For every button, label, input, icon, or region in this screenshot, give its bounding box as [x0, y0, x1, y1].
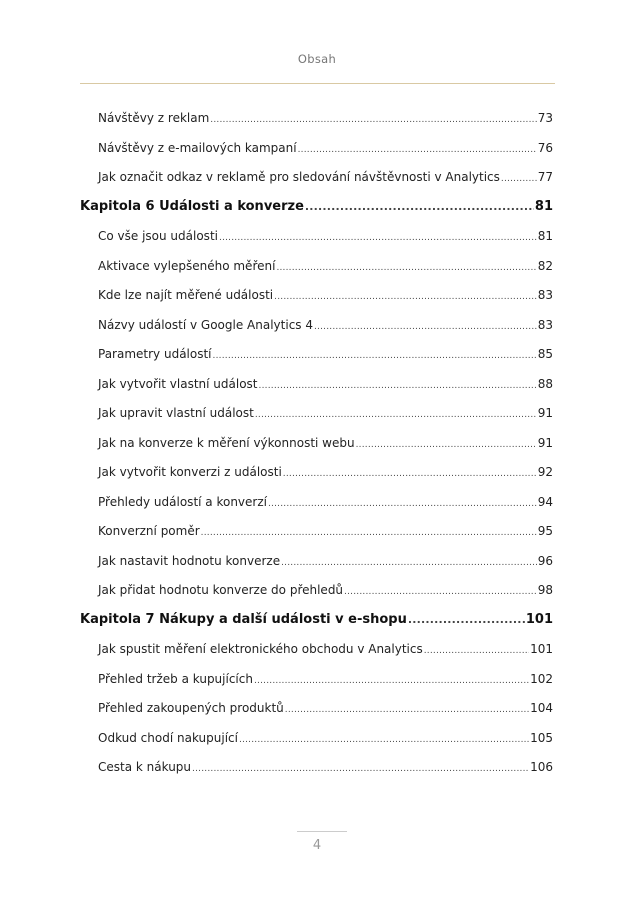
toc-entry-title: Aktivace vylepšeného měření [98, 259, 276, 273]
toc-entry-title: Odkud chodí nakupující [98, 731, 238, 745]
toc-dot-leader [298, 140, 537, 160]
toc-chapter-entry[interactable] [80, 197, 553, 217]
toc-entry[interactable] [98, 757, 553, 777]
toc-entry[interactable] [98, 285, 553, 305]
toc-entry-page: 91 [537, 436, 553, 450]
toc-entry[interactable] [98, 728, 553, 748]
toc-entry-page: 88 [537, 377, 553, 391]
toc-entry-title: Jak na konverze k měření výkonnosti webu [98, 436, 355, 450]
footer-divider [297, 831, 347, 832]
toc-entry[interactable] [98, 462, 553, 482]
toc-dot-leader [268, 494, 537, 514]
toc-dot-leader [314, 317, 537, 337]
toc-entry-title: Konverzní poměr [98, 524, 200, 538]
toc-dot-leader [239, 730, 529, 750]
toc-entry-title: Přehled zakoupených produktů [98, 701, 284, 715]
toc-entry[interactable] [98, 403, 553, 423]
toc-entry-page: 91 [537, 406, 553, 420]
toc-entry-title: Kapitola 6 Události a konverze [80, 199, 304, 214]
toc-entry[interactable] [98, 639, 553, 659]
toc-dot-leader [424, 641, 529, 661]
toc-entry-title: Názvy událostí v Google Analytics 4 [98, 318, 313, 332]
toc-dot-leader [255, 405, 537, 425]
toc-entry-title: Jak označit odkaz v reklamě pro sledování návštěvnosti v Analytics [98, 170, 500, 184]
toc-dot-leader [281, 553, 537, 573]
toc-entry[interactable] [98, 698, 553, 718]
toc-entry-title: Přehled tržeb a kupujících [98, 672, 253, 686]
header-divider [80, 83, 555, 84]
toc-entry-page: 83 [537, 318, 553, 332]
page-number: 4 [312, 838, 322, 853]
toc-entry-page: 98 [537, 583, 553, 597]
toc-entry-title: Kde lze najít měřené události [98, 288, 274, 302]
toc-dot-leader [285, 700, 529, 720]
toc-dot-leader [274, 287, 537, 307]
toc-entry[interactable] [98, 344, 553, 364]
toc-dot-leader [210, 110, 536, 130]
toc-entry-page: 96 [537, 554, 553, 568]
toc-entry-page: 73 [537, 111, 553, 125]
toc-entry-page: 76 [537, 141, 553, 155]
toc-dot-leader [276, 258, 536, 278]
toc-dot-leader [501, 169, 537, 189]
toc-entry[interactable] [98, 256, 553, 276]
toc-entry-title: Kapitola 7 Nákupy a další události v e-shopu [80, 612, 407, 627]
toc-entry-title: Jak nastavit hodnotu konverze [98, 554, 281, 568]
toc-chapter-entry[interactable] [80, 610, 553, 630]
toc-dot-leader [219, 228, 537, 248]
toc-entry-page: 101 [525, 612, 553, 627]
toc-entry-title: Jak vytvořit konverzi z události [98, 465, 282, 479]
toc-entry-page: 94 [537, 495, 553, 509]
toc-dot-leader [259, 376, 537, 396]
toc-entry-title: Co vše jsou události [98, 229, 218, 243]
toc-entry[interactable] [98, 315, 553, 335]
toc-entry-page: 82 [537, 259, 553, 273]
toc-entry-page: 81 [534, 199, 553, 214]
toc-entry[interactable] [98, 492, 553, 512]
toc-dot-leader [356, 435, 537, 455]
toc-entry-page: 81 [537, 229, 553, 243]
toc-entry[interactable] [98, 374, 553, 394]
toc-entry[interactable] [98, 167, 553, 187]
toc-entry-page: 105 [530, 731, 553, 745]
toc-entry[interactable] [98, 521, 553, 541]
toc-entry-title: Návštěvy z e-mailových kampaní [98, 141, 297, 155]
toc-entry-title: Parametry událostí [98, 347, 212, 361]
toc-dot-leader [213, 346, 537, 366]
toc-entry[interactable] [98, 669, 553, 689]
toc-entry-title: Přehledy událostí a konverzí [98, 495, 267, 509]
toc-entry-page: 77 [537, 170, 553, 184]
toc-entry-title: Jak vytvořit vlastní událost [98, 377, 258, 391]
toc-entry-page: 85 [537, 347, 553, 361]
toc-entry-page: 104 [530, 701, 553, 715]
toc-entry-page: 95 [537, 524, 553, 538]
toc-dot-leader [192, 759, 529, 779]
toc-entry-title: Jak přidat hodnotu konverze do přehledů [98, 583, 344, 597]
toc-entry[interactable] [98, 580, 553, 600]
toc-entry-page: 83 [537, 288, 553, 302]
toc-entry-title: Jak upravit vlastní událost [98, 406, 254, 420]
toc-entry[interactable] [98, 138, 553, 158]
toc-entry[interactable] [98, 551, 553, 571]
toc-entry[interactable] [98, 108, 553, 128]
toc-entry-title: Jak spustit měření elektronického obchodu v Analytics [98, 642, 423, 656]
page-header-title: Obsah [297, 52, 337, 66]
toc-entry-page: 102 [530, 672, 553, 686]
toc-dot-leader [254, 671, 529, 691]
toc-dot-leader [344, 582, 537, 602]
toc-dot-leader [408, 610, 525, 630]
toc-dot-leader [283, 464, 537, 484]
toc-entry-page: 101 [530, 642, 553, 656]
toc-entry-page: 106 [530, 760, 553, 774]
toc-dot-leader [201, 523, 537, 543]
toc-dot-leader [305, 197, 534, 217]
toc-entry-page: 92 [537, 465, 553, 479]
toc-entry-title: Cesta k nákupu [98, 760, 192, 774]
toc-entry[interactable] [98, 226, 553, 246]
toc-entry-title: Návštěvy z reklam [98, 111, 210, 125]
toc-entry[interactable] [98, 433, 553, 453]
